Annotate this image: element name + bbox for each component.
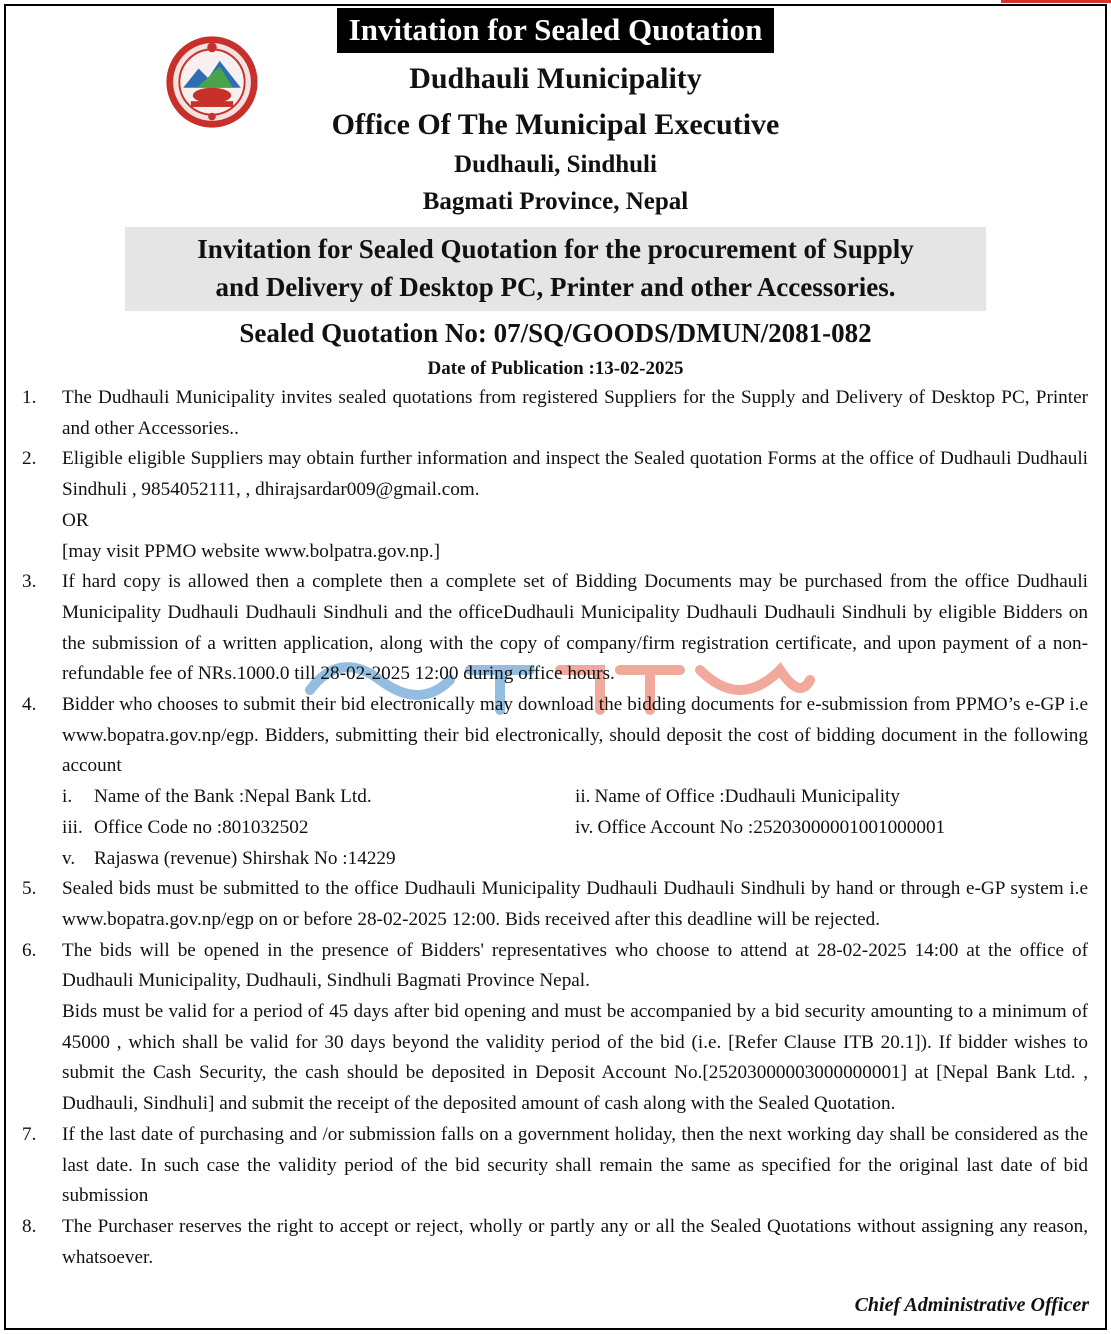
item-number: 8. xyxy=(22,1215,37,1237)
banner-title: Invitation for Sealed Quotation xyxy=(337,8,775,53)
item-number: 7. xyxy=(22,1123,37,1145)
account-text: Name of the Bank :Nepal Bank Ltd. xyxy=(94,786,372,808)
quotation-number: Sealed Quotation No: 07/SQ/GOODS/DMUN/2081-082 xyxy=(239,318,872,348)
list-item xyxy=(22,874,1088,935)
publication-date: Date of Publication :13-02-2025 xyxy=(427,358,684,379)
item-text: The Purchaser reserves the right to accept or reject, wholly or partly any or all the Sealed Quotations without assigning any reason, whatsoever. xyxy=(62,1215,1088,1268)
item-text: Sealed bids must be submitted to the office Dudhauli Municipality Dudhauli Dudhauli Sindhuli by hand or through e-GP system i.e www.bopatra.gov.np/egp on or before 28-02-2025 12:00. Bids received after this deadline will be rejected. xyxy=(62,878,1088,930)
roman-number: iv. xyxy=(575,816,594,838)
item-number: 4. xyxy=(22,694,37,716)
item-extra: [may visit PPMO website www.bolpatra.gov.np.] xyxy=(62,540,441,562)
corner-mark xyxy=(1001,0,1111,3)
item-text: If hard copy is allowed then a complete then a complete set of Bidding Documents may be purchased from the office Dudhauli Municipality Dudhauli Dudhauli Sindhuli and the officeDudhauli Municipality Dudhauli Dudhauli Sindhuli by eligible Bidders on the submission of a written application, along with the copy of company/firm registration certificate, and upon payment of a non-refundable fee of NRs.1000.0 till 28-02-2025 12:00 during office hours. xyxy=(62,571,1088,685)
item-text: Bidder who chooses to submit their bid electronically may download the bidding documents for e-submission from PPMO’s e-GP i.e www.bopatra.gov.np/egp. Bidders, submitting their bid electronically, should deposit the cost of bidding document in the following account xyxy=(62,694,1088,777)
org-name: Dudhauli Municipality xyxy=(409,62,702,95)
bank-account-details xyxy=(62,782,1088,874)
roman-number: v. xyxy=(62,847,76,869)
item-number: 5. xyxy=(22,878,37,900)
subject-line-1: Invitation for Sealed Quotation for the procurement of Supply xyxy=(197,234,914,264)
org-province: Bagmati Province, Nepal xyxy=(422,188,689,215)
account-revenue xyxy=(62,844,575,875)
account-office-code xyxy=(62,813,575,844)
subject-line-2: and Delivery of Desktop PC, Printer and other Accessories. xyxy=(215,272,896,302)
account-text: Rajaswa (revenue) Shirshak No :14229 xyxy=(94,847,396,869)
account-text: Name of Office :Dudhauli Municipality xyxy=(594,786,900,808)
signature-title: Chief Administrative Officer xyxy=(854,1294,1089,1316)
account-text: Office Account No :25203000001001000001 xyxy=(597,816,946,838)
item-number: 2. xyxy=(22,448,37,470)
item-extra: Bids must be valid for a period of 45 days after bid opening and must be accompanied by a bid security amounting to a minimum of 45000 , which shall be valid for 30 days beyond the validity period of the bid (i.e. [Refer Clause ITB 20.1]). If bidder wishes to submit the Cash Security, the cash should be deposited in Deposit Account No.[25203000003000000001] at [Nepal Bank Ltd. , Dudhauli, Sindhuli] and submit the receipt of the deposited amount of cash along with the Sealed Quotation. xyxy=(62,1001,1088,1115)
account-text: Office Code no :801032502 xyxy=(94,816,309,838)
account-number xyxy=(575,813,1088,844)
list-item xyxy=(22,567,1088,690)
list-item xyxy=(22,1120,1088,1212)
item-text: If the last date of purchasing and /or submission falls on a government holiday, then the next working day shall be considered as the last date. In such case the validity period of the bid security shall remain the same as specified for the original last date of bid submission xyxy=(62,1123,1088,1207)
item-text: Eligible eligible Suppliers may obtain further information and inspect the Sealed quotation Forms at the office of Dudhauli Dudhauli Sindhuli , 9854052111, , dhirajsardar009@gmail.com. xyxy=(62,448,1088,501)
item-number: 3. xyxy=(22,571,37,593)
list-item xyxy=(22,1212,1088,1273)
item-number: 6. xyxy=(22,939,37,961)
item-or: OR xyxy=(62,509,89,531)
item-text: The bids will be opened in the presence of Bidders' representatives who choose to attend at 28-02-2025 14:00 at the office of Dudhauli Municipality, Dudhauli, Sindhuli Bagmati Province Nepal. xyxy=(62,939,1088,992)
roman-number: ii. xyxy=(575,786,591,808)
list-item xyxy=(22,444,1088,567)
item-text: The Dudhauli Municipality invites sealed quotations from registered Suppliers for the Supply and Delivery of Desktop PC, Printer and other Accessories.. xyxy=(62,387,1088,439)
account-bank xyxy=(62,782,575,813)
subject-box xyxy=(125,227,986,311)
list-item xyxy=(22,383,1088,444)
account-office-name xyxy=(575,782,1088,813)
list-item xyxy=(22,690,1088,874)
office-name: Office Of The Municipal Executive xyxy=(331,108,780,141)
item-number: 1. xyxy=(22,387,37,408)
list-item xyxy=(22,936,1088,1120)
notice-body xyxy=(22,383,1088,1273)
org-location: Dudhauli, Sindhuli xyxy=(454,151,657,178)
roman-number: iii. xyxy=(62,816,83,838)
roman-number: i. xyxy=(62,786,73,808)
